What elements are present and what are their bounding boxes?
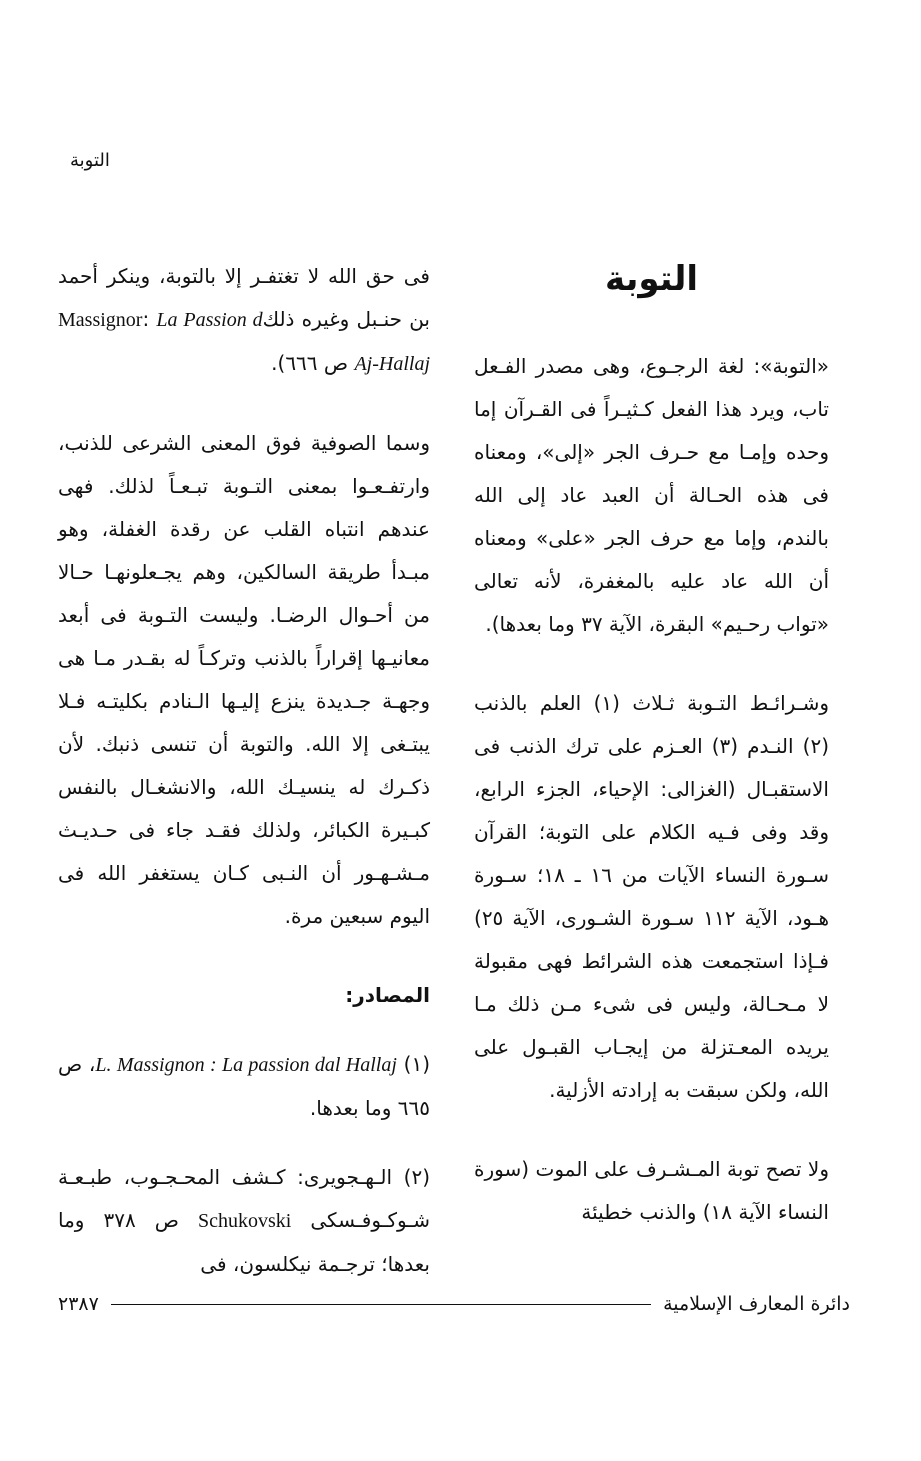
sources-heading: المصادر: [345,983,430,1007]
source-number: (١) [403,1052,431,1076]
paragraph-definition: «التوبة»: لغة الرجـوع، وهى مصدر الفـعل تاب، ويرد هذا الفعل كـثيـراً فى القـرآن إما وحده وإمـا مع حـرف الجر «إلى»، ومعناه فى هذه الحـالة أن العبد عاد إلى الله بالندم، وإما مع حرف الجر «على» ومعناه أن الله عاد عليه بالمغفرة، لأنه تعالى «تواب رحـيم» البقرة، الآية ٣٧ وما بعدها). [474,354,829,636]
paragraph-deathbed: ولا تصح توبة المـشـرف على الموت (سورة النساء الآية ١٨) والذنب خطيئة [474,1157,829,1224]
latin-author-name: Massignor [58,309,143,331]
source-item-1 [58,1043,430,1130]
paragraph-conditions: وشـرائـط التـوبة ثـلاث (١) العلم بالذنب (٢) النـدم (٣) العـزم على ترك الذنب فى الاستقبـال (الغزالى: الإحياء، الجزء الرابع، وقد وفى فـيه الكلام على التوبة؛ القرآن سـورة النساء الآيات من ١٦ ـ ١٨؛ سـورة هـود، الآية ١١٢ سـورة الشـورى، الآية ٢٥) فـإذا استجمعت هذه الشرائط فهى مقبولة لا مـحـالة، وليس فى شىء مـن ذلك مـا يريده المعـتزلة من إيجـاب القبـول على الله، ولكن سبقت به إرادته الأزلية. [474,691,829,1102]
running-header: التوبة [70,150,110,171]
latin-book-title: La Passion d Aj-Hallaj [156,309,430,375]
continuation-text: فى حق الله لا تغتفـر إلا بالتوبة، وينكر أحمد بن حنـبل وغيره ذلك [58,264,431,331]
source-text: (٢) الـهـجويرى: كـشف المحـجـوب، طبـعـة شـوكـوفـسكى [58,1165,430,1232]
footer-divider [111,1304,651,1305]
source-text-cont: ص ٣٧٨ وما بعدها؛ ترجـمة نيكلسون، فى [58,1208,430,1276]
source-arabic-ref: ، ص ٦٦٥ وما بعدها. [58,1052,430,1120]
page-reference: ص ٦٦٦). [271,351,349,375]
right-column [474,255,829,1270]
source-item-2 [58,1156,430,1286]
source-latin-ref: L. Massignon : La passion dal Hallaj [95,1054,397,1076]
publication-name: دائرة المعارف الإسلامية [663,1293,850,1315]
source-latin-name: Schukovski [197,1210,292,1232]
page-number: ٢٣٨٧ [58,1293,99,1315]
article-title: التوبة [604,259,698,299]
paragraph-continuation [58,255,430,386]
left-column [58,255,430,1322]
page-footer [58,1293,850,1315]
paragraph-sufi: وسما الصوفية فوق المعنى الشرعى للذنب، وارتفـعـوا بمعنى التـوبة تبـعـاً لذلك. فهى عندهم انتباه القلب عن رقدة الغفلة، وهو مبـدأ طريقة السالكين، وهم يجـعلونهـا حـالا من أحـوال الرضـا. وليست التـوبة فى أبعد معانيـها إقراراً بالذنب وتركـاً له بقـدر مـا هى وجهـة جـديدة ينزع إليـها الـنادم بكليتـه فـلا يبتـغى إلا الله. والتوبة أن تنسى ذنبك. لأن ذكـرك له ينسيـك الله، والانشغـال بالنفس كبـيرة الكبائر، ولذلك فقـد جاء فى حـديـث مـشـهـور أن النـبى كـان يستغفر الله فى اليوم سبعين مرة. [58,431,430,928]
colon: : [142,307,150,331]
